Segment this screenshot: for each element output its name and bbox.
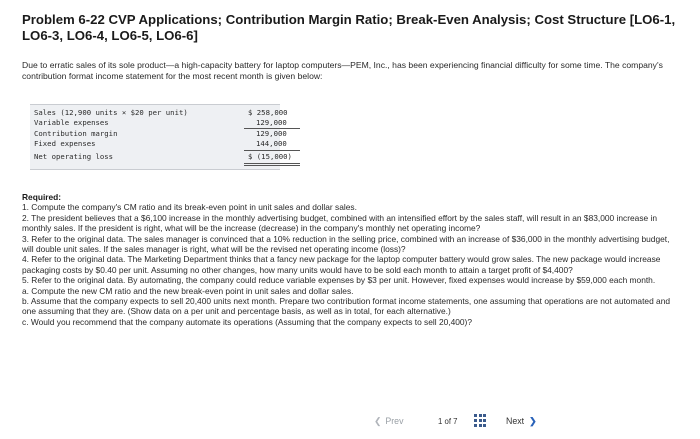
- next-button[interactable]: [506, 416, 536, 427]
- statement-double-rule: [244, 165, 300, 166]
- statement-value: 144,000: [256, 139, 287, 148]
- pagination: [366, 412, 558, 434]
- requirement-item: 1. Compute the company's CM ratio and its break-even point in unit sales and dollar sales.: [22, 202, 357, 213]
- statement-value: $ (15,000): [248, 152, 292, 161]
- statement-label: Contribution margin: [34, 129, 118, 138]
- statement-label: Net operating loss: [34, 152, 114, 161]
- statement-label: Fixed expenses: [34, 139, 96, 148]
- required-heading: Required:: [22, 192, 62, 202]
- income-statement: [30, 104, 292, 170]
- grid-icon[interactable]: [474, 414, 488, 428]
- next-label: Next: [506, 416, 525, 426]
- requirement-item: 4. Refer to the original data. The Marketing Department thinks that a fancy new package for the laptop computer battery would grow sales. The new package would increase packaging costs by $0.40 per unit. Assuming no other changes, how many units would have to be sold each month to attain a target profit of $4,400?: [22, 254, 661, 275]
- statement-value: $ 258,000: [248, 108, 288, 117]
- statement-value: 129,000: [256, 118, 287, 127]
- required-section: [22, 192, 682, 327]
- statement-rule: [244, 150, 300, 151]
- statement-label: Variable expenses: [34, 118, 109, 127]
- statement-value: 129,000: [256, 129, 287, 138]
- chevron-left-icon: ❮: [374, 416, 382, 426]
- requirement-item: 3. Refer to the original data. The sales manager is convinced that a 10% reduction in the selling price, combined with an increase of $36,000 in the monthly advertising budget, will double unit sales. If the sales manager is right, what will be the revised net operating income (loss)?: [22, 233, 670, 255]
- chevron-right-icon: ❯: [529, 416, 537, 426]
- page-indicator: 1 of 7: [438, 417, 458, 426]
- requirement-item: 5. Refer to the original data. By automating, the company could reduce variable expenses by $3 per unit. However, fixed expenses would increase by $59,000 each month.: [22, 275, 656, 286]
- problem-intro: Due to erratic sales of its sole product—a high-capacity battery for laptop computers—PEM, Inc., has been experiencing financial difficulty for some time. The company's contribution format income statement for the most recent month is given below:: [22, 60, 663, 81]
- statement-label: Sales (12,900 units × $20 per unit): [34, 108, 188, 117]
- prev-button[interactable]: [374, 416, 403, 427]
- requirement-item: b. Assume that the company expects to sell 20,400 units next month. Prepare two contribution format income statements, one assuming that operations are not automated and one assuming that they are. (Show data on a per unit and percentage basis, as well as in total, for each alternative.): [22, 296, 671, 317]
- prev-label: Prev: [385, 416, 404, 426]
- statement-double-rule: [244, 163, 300, 164]
- problem-title: Problem 6-22 CVP Applications; Contribution Margin Ratio; Break-Even Analysis; Cost Structure [LO6-1, LO6-3, LO6-4, LO6-5, LO6-6]: [22, 12, 676, 43]
- requirement-item: a. Compute the new CM ratio and the new break-even point in unit sales and dollar sales.: [22, 285, 354, 296]
- requirement-item: 2. The president believes that a $6,100 increase in the monthly advertising budget, combined with an intensified effort by the sales staff, will result in an $83,000 increase in monthly sales. If the president is right, what will be the increase (decrease) in the company's monthly net operating income?: [22, 212, 658, 234]
- requirement-item: c. Would you recommend that the company automate its operations (Assuming that the company expects to sell 20,400)?: [22, 316, 473, 327]
